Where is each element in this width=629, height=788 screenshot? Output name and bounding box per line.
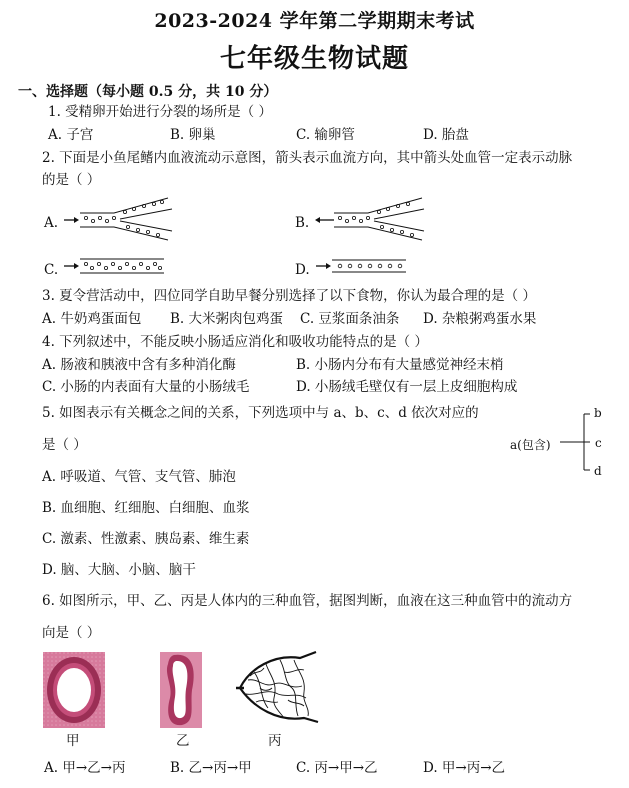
q5-option-a[interactable]: A. 呼吸道、气管、支气管、肺泡 bbox=[42, 469, 236, 485]
q2-option-a[interactable]: A. bbox=[44, 215, 59, 231]
page-title: 七年级生物试题 bbox=[219, 44, 409, 74]
q2-diagram-c bbox=[62, 256, 168, 276]
vessel-yi-image bbox=[160, 652, 202, 728]
q1-option-a[interactable]: A. 子宫 bbox=[48, 127, 94, 143]
q2-diagram-d bbox=[314, 256, 410, 276]
q2-stem-line1: 2. 下面是小鱼尾鳍内血液流动示意图，箭头表示血流方向，其中箭头处血管一定表示动脉 bbox=[42, 150, 573, 166]
q1-option-c[interactable]: C. 输卵管 bbox=[296, 127, 355, 143]
q6-option-b[interactable]: B. 乙→丙→甲 bbox=[170, 760, 252, 776]
q2-stem-line2: 的是（ ） bbox=[42, 172, 101, 188]
q2-option-d[interactable]: D. bbox=[295, 262, 310, 278]
exam-title: 2023-2024 学年第二学期期末考试 bbox=[154, 10, 475, 32]
q6-stem-line1: 6. 如图所示，甲、乙、丙是人体内的三种血管，据图判断，血液在这三种血管中的流动方 bbox=[42, 593, 573, 609]
q1-option-d[interactable]: D. 胎盘 bbox=[423, 127, 469, 143]
q5-stem-line2: 是（ ） bbox=[42, 437, 87, 453]
q6-option-d[interactable]: D. 甲→丙→乙 bbox=[423, 760, 506, 776]
vessel-bing-label: 丙 bbox=[268, 733, 282, 749]
q5-node-a: a(包含) bbox=[510, 438, 551, 452]
q4-option-c[interactable]: C. 小肠的内表面有大量的小肠绒毛 bbox=[42, 379, 250, 395]
vessel-bing-image bbox=[234, 648, 320, 728]
vessel-jia-image bbox=[43, 652, 105, 728]
q6-option-c[interactable]: C. 丙→甲→乙 bbox=[296, 760, 378, 776]
q5-option-c[interactable]: C. 激素、性激素、胰岛素、维生素 bbox=[42, 531, 250, 547]
q3-option-b[interactable]: B. 大米粥肉包鸡蛋 bbox=[170, 311, 284, 327]
q1-stem: 1. 受精卵开始进行分裂的场所是（ ） bbox=[48, 104, 272, 120]
q6-stem-line2: 向是（ ） bbox=[42, 625, 101, 641]
q4-stem: 4. 下列叙述中，不能反映小肠适应消化和吸收功能特点的是（ ） bbox=[42, 334, 428, 350]
q5-stem-line1: 5. 如图表示有关概念之间的关系，下列选项中与 a、b、c、d 依次对应的 bbox=[42, 405, 479, 421]
vessel-yi-label: 乙 bbox=[176, 733, 190, 749]
q2-option-b[interactable]: B. bbox=[295, 215, 310, 231]
q1-option-b[interactable]: B. 卵巢 bbox=[170, 127, 216, 143]
section-heading: 一、选择题（每小题 0.5 分，共 10 分） bbox=[18, 84, 278, 100]
q5-node-c: c bbox=[595, 436, 602, 450]
q3-option-a[interactable]: A. 牛奶鸡蛋面包 bbox=[42, 311, 142, 327]
q6-option-a[interactable]: A. 甲→乙→丙 bbox=[44, 760, 126, 776]
q3-option-d[interactable]: D. 杂粮粥鸡蛋水果 bbox=[423, 311, 537, 327]
q5-node-d: d bbox=[594, 464, 602, 478]
vessel-jia-label: 甲 bbox=[66, 733, 80, 749]
q4-option-d[interactable]: D. 小肠绒毛壁仅有一层上皮细胞构成 bbox=[296, 379, 518, 395]
q3-option-c[interactable]: C. 豆浆面条油条 bbox=[300, 311, 400, 327]
q3-stem: 3. 夏令营活动中，四位同学自助早餐分别选择了以下食物，你认为最合理的是（ ） bbox=[42, 288, 536, 304]
q4-option-a[interactable]: A. 肠液和胰液中含有多种消化酶 bbox=[42, 357, 236, 373]
q2-diagram-b bbox=[314, 196, 426, 242]
q5-node-b: b bbox=[594, 406, 602, 420]
q2-option-c[interactable]: C. bbox=[44, 262, 59, 278]
q4-option-b[interactable]: B. 小肠内分布有大量感觉神经末梢 bbox=[296, 357, 504, 373]
q2-diagram-a bbox=[62, 196, 174, 242]
q5-option-d[interactable]: D. 脑、大脑、小脑、脑干 bbox=[42, 562, 196, 578]
q5-option-b[interactable]: B. 血细胞、红细胞、白细胞、血浆 bbox=[42, 500, 250, 516]
